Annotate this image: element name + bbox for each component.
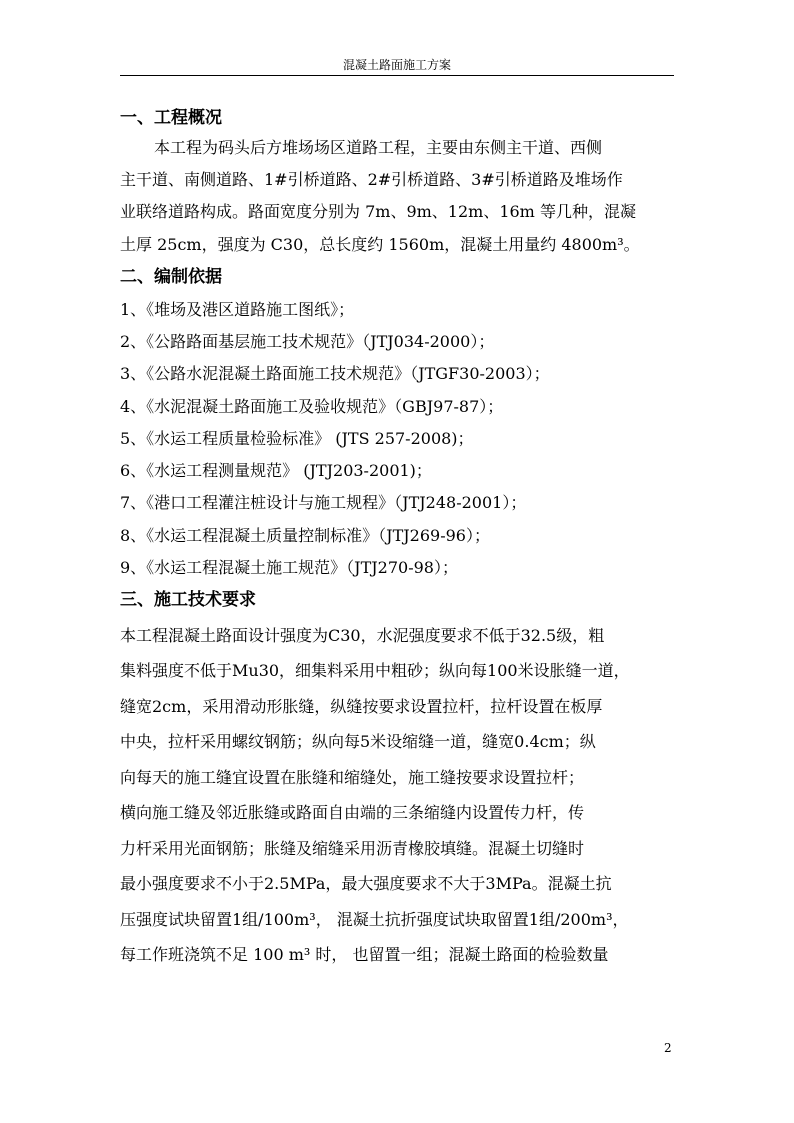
basis-item-2: 2、《公路路面基层施工技术规范》（JTJ034-2000）； bbox=[120, 332, 495, 351]
overview-line-2: 主干道、南侧道路、1#引桥道路、2#引桥道路、3#引桥道路及堆场作 bbox=[120, 170, 623, 189]
overview-line-3: 业联络道路构成。路面宽度分别为 7m、9m、12m、16m 等几种，混凝 bbox=[120, 202, 636, 221]
basis-item-7: 7、《港口工程灌注桩设计与施工规程》（JTJ248-2001）； bbox=[120, 493, 527, 512]
tech-line-7: 力杆采用光面钢筋；胀缝及缩缝采用沥青橡胶填缝。混凝土切缝时 bbox=[120, 839, 585, 858]
basis-item-3: 3、《公路水泥混凝土路面施工技术规范》（JTGF30-2003）； bbox=[120, 364, 550, 383]
tech-line-4: 中央，拉杆采用螺纹钢筋；纵向每5米设缩缝一道，缝宽0.4cm；纵 bbox=[120, 732, 596, 751]
section-heading-technical-requirements: 三、施工技术要求 bbox=[120, 590, 256, 610]
section-heading-basis: 二、编制依据 bbox=[120, 267, 222, 287]
tech-line-6: 横向施工缝及邻近胀缝或路面自由端的三条缩缝内设置传力杆，传 bbox=[120, 803, 585, 822]
overview-line-1: 本工程为码头后方堆场场区道路工程，主要由东侧主干道、西侧 bbox=[154, 138, 603, 157]
basis-item-5: 5、《水运工程质量检验标准》 (JTS 257-2008)； bbox=[120, 429, 474, 448]
tech-line-3: 缝宽2cm，采用滑动形胀缝，纵缝按要求设置拉杆，拉杆设置在板厚 bbox=[120, 697, 603, 716]
header-title: 混凝土路面施工方案 bbox=[342, 58, 451, 72]
page-number: 2 bbox=[664, 1041, 672, 1055]
basis-item-8: 8、《水运工程混凝土质量控制标准》（JTJ269-96）； bbox=[120, 526, 490, 545]
tech-line-1: 本工程混凝土路面设计强度为C30，水泥强度要求不低于32.5级，粗 bbox=[120, 626, 605, 645]
basis-item-9: 9、《水运工程混凝土施工规范》（JTJ270-98）； bbox=[120, 558, 458, 577]
tech-line-9: 压强度试块留置1组/100m³， 混凝土抗折强度试块取留置1组/200m³， bbox=[120, 910, 629, 929]
tech-line-10: 每工作班浇筑不足 100 m³ 时， 也留置一组；混凝土路面的检验数量 bbox=[120, 945, 609, 964]
basis-item-4: 4、《水泥混凝土路面施工及验收规范》（GBJ97-87）； bbox=[120, 397, 504, 416]
section-heading-overview: 一、工程概况 bbox=[120, 108, 222, 128]
tech-line-2: 集料强度不低于Mu30，细集料采用中粗砂；纵向每100米设胀缝一道， bbox=[120, 661, 630, 680]
page-header bbox=[120, 55, 674, 76]
tech-line-8: 最小强度要求不小于2.5MPa，最大强度要求不大于3MPa。混凝土抗 bbox=[120, 874, 612, 893]
overview-line-4: 土厚 25cm，强度为 C30，总长度约 1560m，混凝土用量约 4800m³。 bbox=[120, 235, 640, 254]
tech-line-5: 向每天的施工缝宜设置在胀缝和缩缝处，施工缝按要求设置拉杆； bbox=[120, 768, 585, 787]
basis-item-1: 1、《堆场及港区道路施工图纸》； bbox=[120, 300, 355, 319]
basis-item-6: 6、《水运工程测量规范》 (JTJ203-2001)； bbox=[120, 461, 432, 480]
